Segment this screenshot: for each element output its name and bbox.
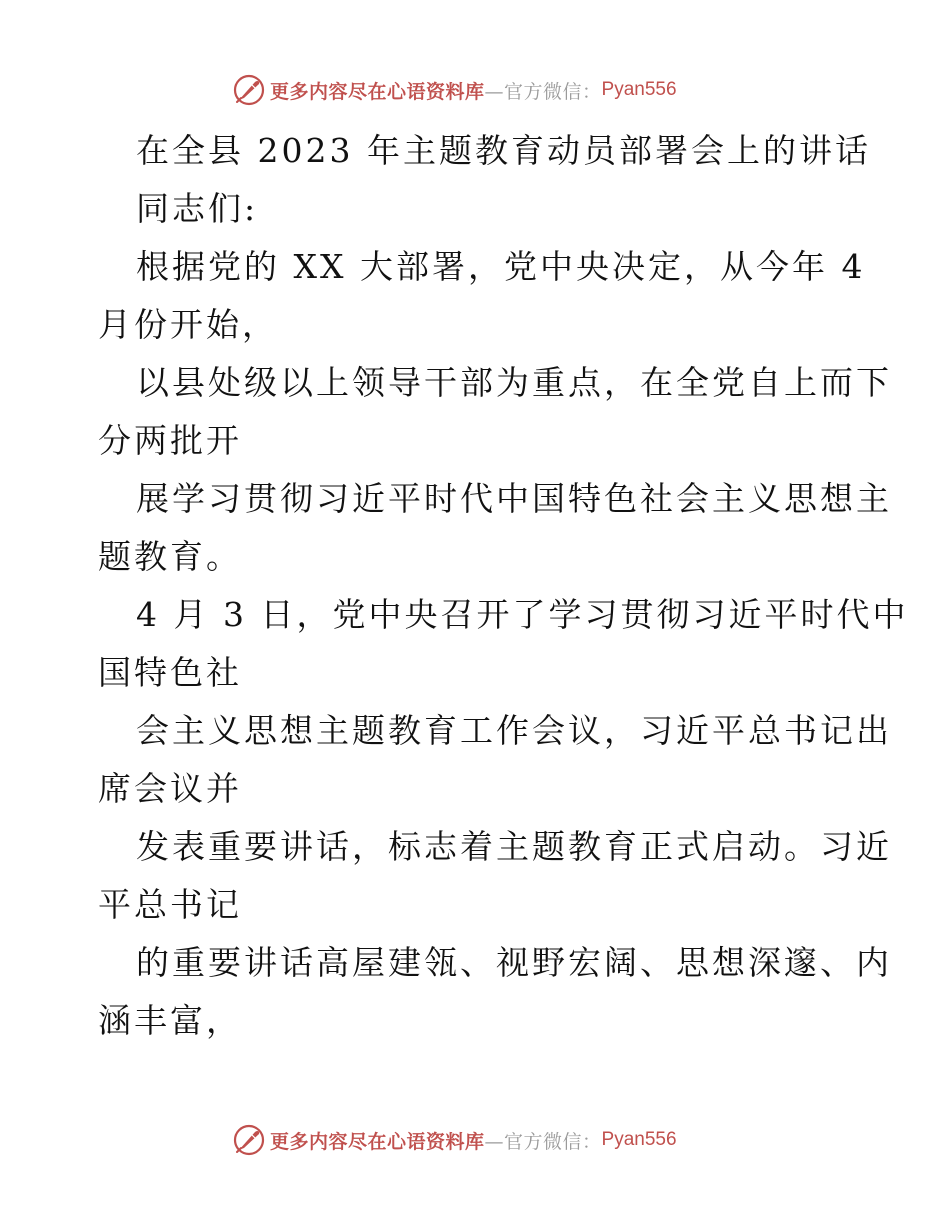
text-line: 月份开始，	[98, 305, 278, 344]
speech-title: 在全县 2023 年主题教育动员部署会上的讲话	[136, 131, 871, 170]
text-line: 平总书记	[98, 885, 242, 924]
banner-separator: —官方微信：	[484, 1130, 602, 1153]
text-line: 以县处级以上领导干部为重点，在全党自上而下	[136, 363, 892, 402]
text-line: 根据党的 XX 大部署，党中央决定，从今年 4	[136, 247, 866, 286]
text-line: 国特色社	[98, 653, 242, 692]
text-line: 分两批开	[98, 421, 242, 460]
banner-separator: —官方微信：	[484, 80, 602, 103]
banner-wechat-id: Pyan556	[601, 79, 677, 100]
banner-title: 更多内容尽在心语资料库	[270, 80, 485, 103]
text-line: 的重要讲话高屋建瓴、视野宏阔、思想深邃、内	[136, 943, 892, 982]
speech-body	[98, 122, 909, 1050]
quill-pen-logo-icon	[232, 73, 266, 107]
text-line: 发表重要讲话，标志着主题教育正式启动。习近	[136, 827, 892, 866]
header-banner	[232, 72, 677, 108]
text-line: 席会议并	[98, 769, 242, 808]
text-line: 同志们:	[136, 189, 259, 228]
text-line: 展学习贯彻习近平时代中国特色社会主义思想主	[136, 479, 892, 518]
text-line: 4 月 3 日，党中央召开了学习贯彻习近平时代中	[136, 595, 909, 634]
text-line: 题教育。	[98, 537, 242, 576]
text-line: 会主义思想主题教育工作会议，习近平总书记出	[136, 711, 892, 750]
footer-banner	[232, 1122, 677, 1158]
text-line: 涵丰富，	[98, 1001, 242, 1040]
banner-title: 更多内容尽在心语资料库	[270, 1130, 485, 1153]
banner-wechat-id: Pyan556	[601, 1129, 677, 1150]
quill-pen-logo-icon	[232, 1123, 266, 1157]
